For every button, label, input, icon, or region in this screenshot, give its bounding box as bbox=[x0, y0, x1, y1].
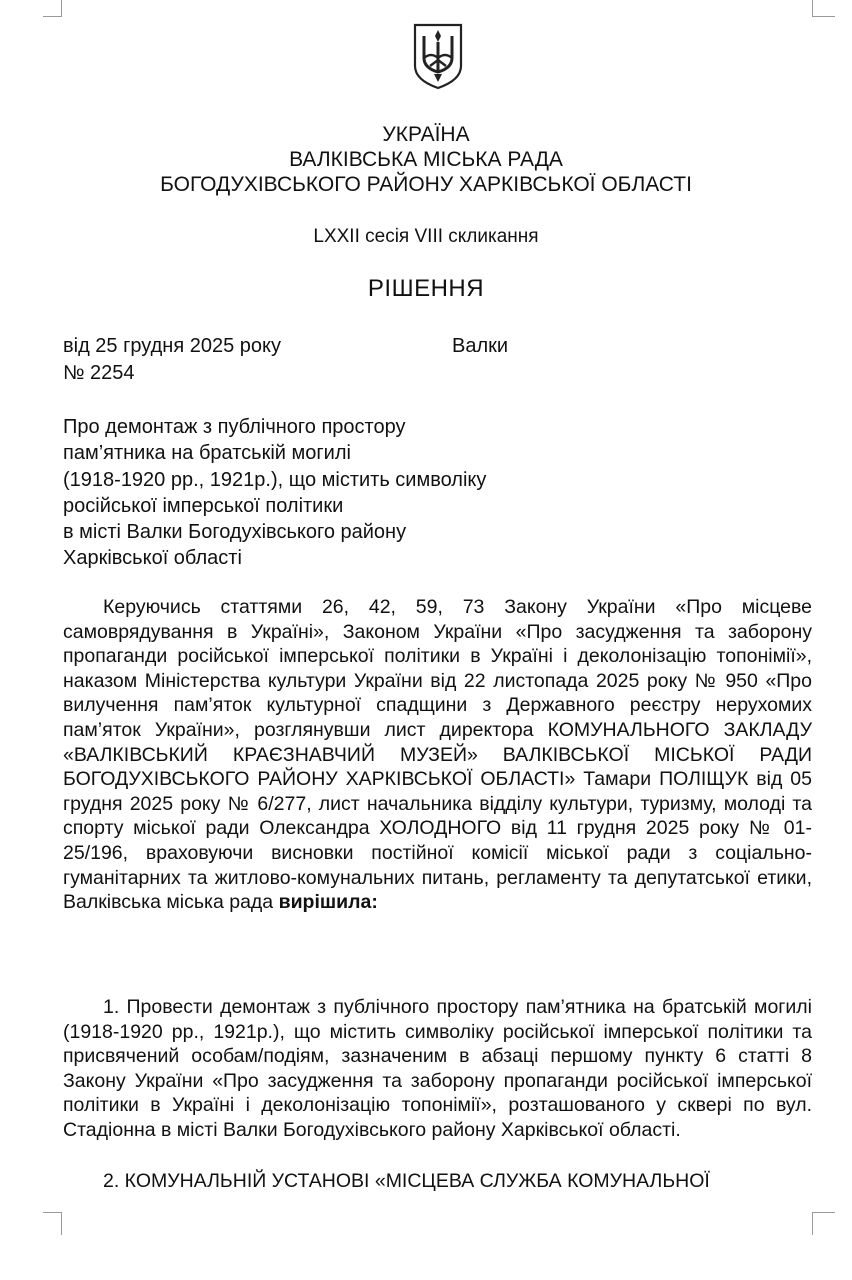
header-council: ВАЛКІВСЬКА МІСЬКА РАДА bbox=[289, 148, 563, 171]
decision-number: № 2254 bbox=[63, 362, 135, 384]
crop-mark-top-right bbox=[812, 0, 835, 17]
decision-place: Валки bbox=[452, 335, 509, 357]
decision-subject: Про демонтаж з публічного простору пам’ятника на братській могилі (1918-1920 рр., 1921р.), що містить символіку російської імперської політики в місті Валки Богодухівського району Харківської області bbox=[63, 416, 487, 570]
crop-mark-top-left bbox=[43, 0, 62, 17]
decision-date: від 25 грудня 2025 року bbox=[63, 335, 281, 357]
header-district: БОГОДУХІВСЬКОГО РАЙОНУ ХАРКІВСЬКОЇ ОБЛАСТІ bbox=[160, 173, 692, 196]
preamble-paragraph bbox=[63, 595, 812, 915]
resolved-word: вирішила: bbox=[278, 891, 378, 914]
preamble-text: Керуючись статтями 26, 42, 59, 73 Закону України «Про місцеве самоврядування в Україні», Законом України «Про засудження та заборону пропаганди російської імперської політики в Україні і деколонізацію топонімії», наказом Міністерства культури України від 22 листопада 2025 року № 950 «Про вилучення пам’яток культурної спадщини з Державного реєстру нерухомих пам’яток України», розглянувши лист директора КОМУНАЛЬНОГО ЗАКЛАДУ «ВАЛКІВСЬКИЙ КРАЄЗНАВЧИЙ МУЗЕЙ» ВАЛКІВСЬКОЇ МІСЬКОЇ РАДИ БОГОДУХІВСЬКОГО РАЙОНУ ХАРКІВСЬКОЇ ОБЛАСТІ» Тамари ПОЛІЩУК від 05 грудня 2025 року № 6/277, лист начальника відділу культури, туризму, молоді та спорту міської ради Олександра ХОЛОДНОГО від 11 грудня 2025 року № 01-25/196, враховуючи висновки постійної комісії міської ради з соціально-гуманітарних та житлово-комунальних питань, регламенту та депутатської етики, Валківська міська рада bbox=[63, 596, 812, 914]
session-title: LXXII сесія VIII скликання bbox=[313, 226, 539, 247]
header-country: УКРАЇНА bbox=[382, 123, 470, 146]
crop-mark-bottom-left bbox=[43, 1212, 62, 1235]
trident-emblem-icon bbox=[412, 22, 464, 90]
decision-item-1: 1. Провести демонтаж з публічного простору пам’ятника на братській могилі (1918-1920 рр., 1921р.), що містить символіку російської імперської політики та присвячений особам/подіям, зазначеним в абзаці першому пункту 6 статті 8 Закону України «Про засудження та заборону пропаганди російської імперської політики в Україні і деколонізацію топонімії», розташованого у сквері по вул. Стадіонна в місті Валки Богодухівського району Харківської області. bbox=[63, 996, 812, 1141]
document-type-title: РІШЕННЯ bbox=[367, 275, 485, 302]
crop-mark-bottom-right bbox=[812, 1212, 835, 1235]
decision-item-2: 2. КОМУНАЛЬНІЙ УСТАНОВІ «МІСЦЕВА СЛУЖБА КОМУНАЛЬНОЇ bbox=[103, 1170, 710, 1192]
